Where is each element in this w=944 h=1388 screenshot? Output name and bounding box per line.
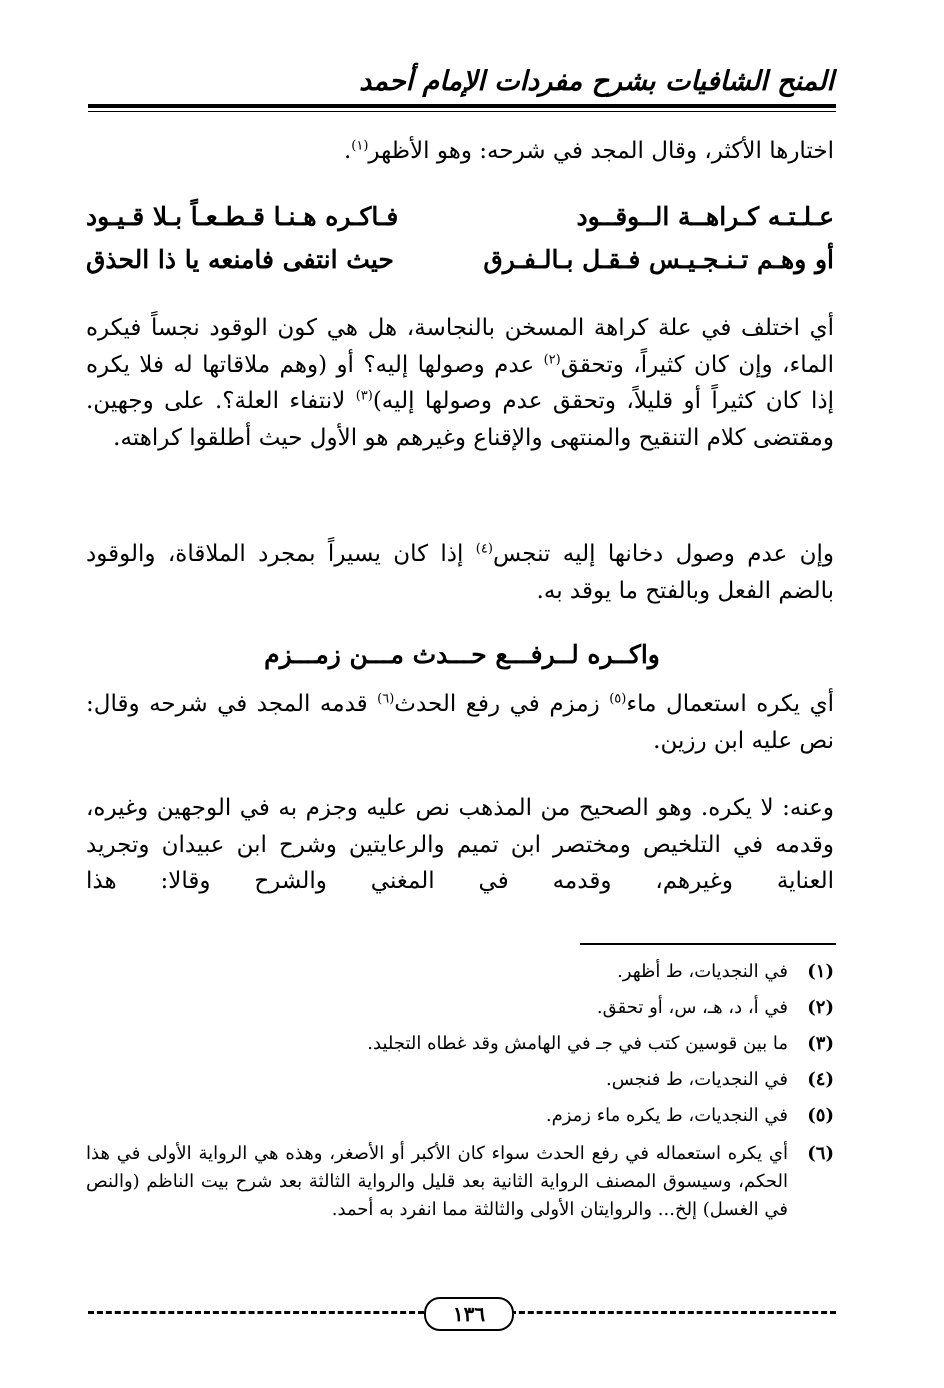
- footnote-1-number: (١): [807, 961, 834, 982]
- verse-1-first-hemistich: عـلـتـه كـراهــة الــوقــود: [576, 202, 834, 231]
- footnote-ref-5: (٥): [609, 691, 627, 707]
- footnote-1-text: في النجديات، ط أظهر.: [617, 961, 788, 982]
- paragraph-3-part-c: قدمه المجد في شرحه وقال: نص عليه ابن رزين.: [86, 691, 834, 754]
- paragraph-1-part-b: عدم وصولها إليه؟ أو (وهم ملاقاتها له فلا يكره إذا كان كثيراً أو قليلاً، وتحقق عدم وصولها إليه): [86, 351, 835, 414]
- footnote-5: [86, 1102, 834, 1130]
- footer-dashed-rule-right: [510, 1311, 836, 1314]
- footnote-separator: [580, 943, 836, 945]
- page-number: ١٣٦: [424, 1297, 514, 1331]
- footnote-ref-3: (٣): [355, 388, 373, 404]
- verse-line-2: [86, 245, 834, 281]
- footnote-5-text: في النجديات، ط يكره ماء زمزم.: [545, 1105, 788, 1126]
- paragraph-3: [86, 686, 834, 759]
- footnote-2-text: في أ، د، هـ، س، أو تحقق.: [596, 997, 788, 1018]
- footnote-6-text: أي يكره استعماله في رفع الحدث سواء كان الأكبر أو الأصغر، وهذه هي الرواية الأولى في هذا الحكم، وسيسوق المصنف الرواية الثانية بعد قليل والرواية الثالثة بعد شرح بيت الناظم (والنص في الغسل) إلخ... والروايتان الأولى والثالثة مما انفرد به أحمد.: [86, 1143, 788, 1220]
- paragraph-1-part-a: أي اختلف في علة كراهة المسخن بالنجاسة، هل هي كون الوقود نجساً فيكره الماء، وإن كان كثيراً، وتحقق: [86, 315, 834, 378]
- footnote-2: [86, 994, 834, 1022]
- footnote-3-number: (٣): [807, 1033, 834, 1054]
- paragraph-1: [86, 310, 834, 456]
- header-rule-thin: [88, 111, 836, 112]
- footnote-6-number: (٦): [807, 1143, 834, 1164]
- running-header-title: المنح الشافيات بشرح مفردات الإمام أحمد: [359, 66, 834, 97]
- paragraph-1-part-c: لانتفاء العلة؟. على وجهين. ومقتضى كلام التنقيح والمنتهى والإقناع وغيرهم هو الأول حيث أطلقوا كراهته.: [86, 388, 834, 451]
- paragraph-2: [86, 536, 834, 609]
- footnote-4: [86, 1066, 834, 1094]
- opening-line: [86, 134, 834, 168]
- footnote-ref-6: (٦): [377, 691, 395, 707]
- footnote-3: [86, 1030, 834, 1058]
- footer-dashed-rule-left: [88, 1311, 424, 1314]
- opening-line-end: .: [343, 138, 352, 164]
- footnote-4-number: (٤): [807, 1069, 834, 1090]
- verse-2-first-hemistich: أو وهـم تـنـجـيـس فـقـل بـالـفـرق: [483, 245, 834, 274]
- footnote-4-text: في النجديات، ط فنجس.: [606, 1069, 788, 1090]
- footnote-ref-1: (١): [351, 138, 369, 154]
- paragraph-3-part-b: زمزم في رفع الحدث: [394, 691, 610, 717]
- footnote-ref-2: (٢): [543, 351, 561, 367]
- verse-1-second-hemistich: فـاكـره هـنـا قـطـعـاً بـلا قـيـود: [86, 202, 399, 231]
- verse-zamzam: واكــره لــرفـــع حـــدث مـــن زمـــزم: [264, 640, 660, 669]
- paragraph-4-text: وعنه: لا يكره. وهو الصحيح من المذهب نص عليه وجزم به في الوجهين وغيره، وقدمه في التلخيص ومختصر ابن تميم والرعايتين وشرح ابن عبيدان وتجريد العناية وغيرهم، وقدمه في المغني والشرح وقالا: هذا: [86, 795, 834, 894]
- paragraph-2-part-b: إذا كان يسيراً بمجرد الملاقاة، والوقود بالضم الفعل وبالفتح ما يوقد به.: [86, 541, 834, 604]
- opening-line-text: اختارها الأكثر، وقال المجد في شرحه: وهو الأظهر: [368, 138, 834, 164]
- header-rule-thick: [88, 104, 836, 108]
- footnote-ref-4: (٤): [475, 541, 493, 557]
- footnote-6: [86, 1140, 834, 1224]
- paragraph-2-part-a: وإن عدم وصول دخانها إليه تنجس: [492, 541, 834, 567]
- verse-2-second-hemistich: حيث انتفى فامنعه يا ذا الحذق: [86, 245, 394, 274]
- verse-line-1: [86, 202, 834, 238]
- paragraph-3-part-a: أي يكره استعمال ماء: [626, 691, 834, 717]
- footnote-1: [86, 958, 834, 986]
- paragraph-4: [86, 790, 834, 900]
- footnote-5-number: (٥): [807, 1105, 834, 1126]
- footnote-2-number: (٢): [807, 997, 834, 1018]
- footnote-3-text: ما بين قوسين كتب في جـ في الهامش وقد غطاه التجليد.: [367, 1033, 788, 1054]
